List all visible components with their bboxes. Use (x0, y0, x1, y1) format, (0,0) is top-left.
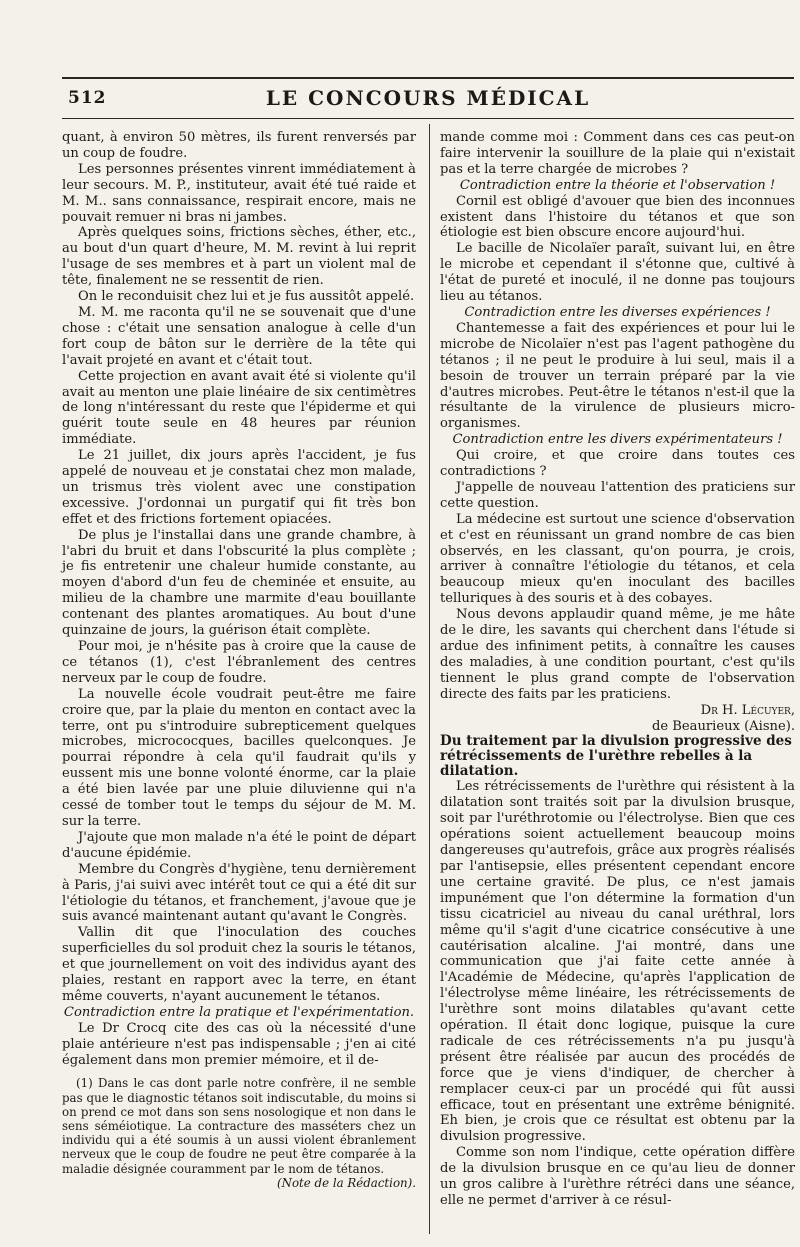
paragraph: Les rétrécissements de l'urèthre qui résistent à la dilatation sont traités soit par la divulsion brusque, soit par l'uréthrotomie ou l'électrolyse. Bien que ces opérations soient actuellement beaucoup moins dangereuses qu'autrefois, grâce aux progrès réalisés par l'antisepsie, elles présentent cependant encore une certaine gravité. De plus, ce n'est jamais impunément que l'on détermine la formation d'un tissu cicatriciel au niveau du canal uréthral, lors même qu'il s'agit d'une cicatrice consécutive à une cautérisation alcaline. J'ai montré, dans une communication que j'ai faite cette année à l'Académie de Médecine, qu'après l'application de l'électrolyse même linéaire, les rétrécissements de l'urèthre sont moins dilatables qu'avant cette opération. Il était donc logique, puisque la cure radicale de ces rétrécissements n'a pu jusqu'à présent être réalisée par aucun des procédés de force que je viens d'indiquer, de chercher à remplacer ceux-ci par un procédé qui fût aussi efficace, tout en présentant une extrême bénignité. Eh bien, je crois que ce résultat est obtenu par la divulsion progressive. (440, 779, 795, 1145)
paragraph: Le 21 juillet, dix jours après l'accident, je fus appelé de nouveau et je constatai chez mon malade, un trismus très violent avec une constipation excessive. J'ordonnai un purgatif qui fit très bon effet et des frictions fortement opiacées. (62, 448, 416, 527)
paragraph: Chantemesse a fait des expériences et pour lui le microbe de Nicolaïer n'est pas l'agent pathogène du tétanos ; il ne peut le produire à lui seul, mais il a besoin de trouver un terrain préparé par la vie d'autres microbes. Peut-être le tétanos n'est-il que la résultante de la virulence de plusieurs micro-organismes. (440, 320, 795, 432)
header-rule (62, 118, 794, 119)
left-column (62, 130, 416, 1190)
paragraph: De plus je l'installai dans une grande chambre, à l'abri du bruit et dans l'obscurité la plus complète ; je fis entretenir une chaleur humide constante, au moyen d'abord d'un feu de cheminée et ensuite, au milieu de la chambre une marmite d'eau bouillante contenant des plantes aromatiques. Au bout d'une quinzaine de jours, la guérison était complète. (62, 527, 416, 639)
paragraph: Comme son nom l'indique, cette opération diffère de la divulsion brusque en ce qu'au lieu de donner un gros calibre à l'urèthre rétréci dans une séance, elle ne permet d'arriver à ce résul- (440, 1145, 795, 1208)
italic-heading: Contradiction entre la théorie et l'observation ! (459, 177, 776, 193)
paragraph: J'ajoute que mon malade n'a été le point de départ d'aucune épidémie. (62, 829, 416, 861)
paragraph: J'appelle de nouveau l'attention des praticiens sur cette question. (440, 479, 795, 511)
top-rule (62, 77, 794, 79)
page-header (62, 86, 794, 112)
footnote-credit: (Note de la Rédaction). (277, 1175, 416, 1190)
paragraph: Le bacille de Nicolaïer paraît, suivant lui, en être le microbe et cependant il s'étonne que, cultivé à l'état de pureté et inoculé, il ne donne pas toujours lieu au tétanos. (440, 241, 795, 305)
paragraph: Cette projection en avant avait été si violente qu'il avait au menton une plaie linéaire de six centimètres de long n'intéressant du reste que l'épiderme et qui guérit toute seule en 48 heures par réunion immédiate. (62, 368, 416, 448)
paragraph: Nous devons applaudir quand même, je me hâte de le dire, les savants qui cherchent dans l'étude si ardue des infiniment petits, à connaître les causes des maladies, à une condition pourtant, c'est qu'ils tiennent le plus grand compte de l'observation directe des faits par les praticiens. (440, 607, 795, 702)
page-number: 512 (68, 88, 107, 108)
footnote (62, 1076, 416, 1190)
paragraph: Vallin dit que l'inoculation des couches superficielles du sol produit chez la souris le tétanos, et que journellement on voit des individus ayant des plaies, restant en rapport avec la terre, en étant même couverts, n'ayant aucunement le tétanos. (62, 925, 416, 1004)
italic-heading: Contradiction entre la pratique et l'expérimentation. (63, 1004, 415, 1020)
italic-heading: Contradiction entre les divers expérimentateurs ! (452, 432, 783, 448)
paragraph: Qui croire, et que croire dans toutes ces contradictions ? (440, 448, 795, 480)
paragraph: Après quelques soins, frictions sèches, éther, etc., au bout d'un quart d'heure, M. M. revint à lui reprit l'usage de ses membres et à part un violent mal de tête, finalement ne se ressentit de rien. (62, 225, 416, 289)
journal-title: LE CONCOURS MÉDICAL (265, 86, 591, 110)
signature-place: de Beaurieux (Aisne). (651, 718, 795, 734)
paragraph: M. M. me raconta qu'il ne se souvenait que d'une chose : c'était une sensation analogue à celle d'un fort coup de bâton sur le derrière de la tête qui l'avait projeté en avant et c'était tout. (62, 304, 416, 368)
paragraph: Cornil est obligé d'avouer que bien des inconnues existent dans l'histoire du tétanos et que son étiologie est bien obscure encore aujourd'hui. (440, 193, 795, 241)
paragraph: La nouvelle école voudrait peut-être me faire croire que, par la plaie du menton en contact avec la terre, ont pu s'introduire subrepticement quelques microbes, micrococques, bacilles quelconques. Je pourrai répondre à cela qu'il faudrait qu'ils y eussent mis une bonne volonté énorme, car la plaie a été bien lavée par une pluie diluvienne qui n'a cessé de tomber tout le temps du séjour de M. M. sur la terre. (62, 686, 416, 829)
footnote-text: (1) Dans le cas dont parle notre confrère, il ne semble pas que le diagnostic tétanos soit indiscutable, du moins si on prend ce mot dans son sens nosologique et non dans le sens séméiotique. La contracture des masséters chez un individu qui a été soumis à un aussi violent ébranlement nerveux que le coup de foudre ne peut être comparée à la maladie désignée couramment par le nom de tétanos. (62, 1076, 416, 1176)
paragraph: Membre du Congrès d'hygiène, tenu dernièrement à Paris, j'ai suivi avec intérêt tout ce qui a été dit sur l'étiologie du tétanos, et franchement, j'avoue que je suis avancé maintenant autant qu'avant le Congrès. (62, 861, 417, 925)
paragraph: Pour moi, je n'hésite pas à croire que la cause de ce tétanos (1), c'est l'ébranlement des centres nerveux par le coup de foudre. (62, 639, 416, 686)
paragraph: La médecine est surtout une science d'observation et c'est en réunissant un grand nombre de cas bien observés, en les classant, qu'on pourra, je crois, arriver à connaître l'étiologie du tétanos, et cela beaucoup mieux qu'en inoculant des bacilles telluriques à des souris et à des cobayes. (440, 511, 795, 607)
section-title: Du traitement par la divulsion progressive des rétrécissements de l'urèthre rebelles à la dilatation. (440, 733, 792, 780)
italic-heading: Contradiction entre les diverses expériences ! (464, 304, 771, 320)
column-divider (429, 124, 430, 1234)
signature-name: Dr H. Lécuyer, (700, 702, 795, 718)
paragraph: On le reconduisit chez lui et je fus aussitôt appelé. (78, 289, 415, 305)
paragraph: Les personnes présentes vinrent immédiatement à leur secours. M. P., instituteur, avait été tué raide et M. M.. sans connaissance, respirait encore, mais ne pouvait remuer ni bras ni jambes. (62, 161, 416, 225)
paragraph: mande comme moi : Comment dans ces cas peut-on faire intervenir la souillure de la plaie qui n'existait pas et la terre chargée de microbes ? (440, 130, 795, 177)
paragraph: quant, à environ 50 mètres, ils furent renversés par un coup de foudre. (62, 130, 416, 161)
right-column (440, 130, 795, 1209)
paragraph: Le Dr Crocq cite des cas où la nécessité d'une plaie antérieure n'est pas indispensable ; j'en ai cité également dans mon premier mémoire, et il de- (62, 1020, 416, 1068)
